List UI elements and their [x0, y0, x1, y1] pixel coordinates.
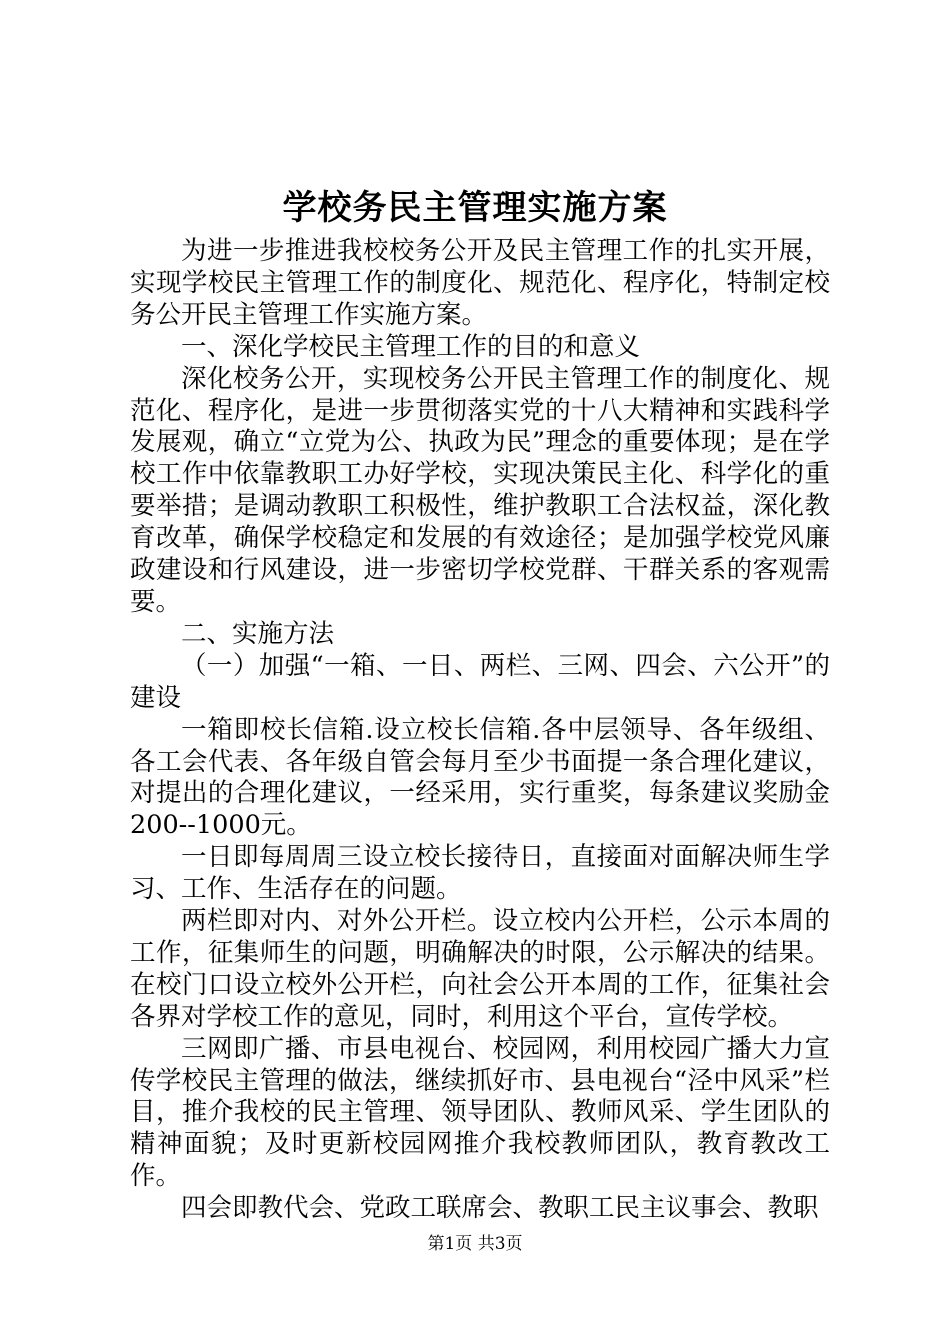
page-number: 第1页 共3页	[427, 1234, 523, 1254]
paragraph-three-networks: 三网即广播、市县电视台、校园网，利用校园广播大力宣传学校民主管理的做法，继续抓好市、县电视台“泾中风采”栏目，推介我校的民主管理、领导团队、教师风采、学生团队的精神面貌；及时更新校园网推介我校教师团队，教育教改工作。	[130, 1033, 830, 1192]
section-heading-2: 二、实施方法	[181, 618, 335, 649]
paragraph-bulletin-boards: 两栏即对内、对外公开栏。设立校内公开栏，公示本周的工作，征集师生的问题，明确解决的时限，公示解决的结果。在校门口设立校外公开栏，向社会公开本周的工作，征集社会各界对学校工作的意见，同时，利用这个平台，宣传学校。	[130, 906, 830, 1032]
subsection-heading-1: （一）加强“一箱、一日、两栏、三网、四会、六公开”的建设	[130, 650, 830, 713]
paragraph-four-meetings: 四会即教代会、党政工联席会、教职工民主议事会、教职	[181, 1193, 819, 1224]
document-title: 学校务民主管理实施方案	[282, 188, 668, 228]
paragraph-reception-day: 一日即每周周三设立校长接待日，直接面对面解决师生学习、工作、生活存在的问题。	[130, 842, 830, 905]
paragraph-purpose: 深化校务公开，实现校务公开民主管理工作的制度化、规范化、程序化，是进一步贯彻落实党的十八大精神和实践科学发展观，确立“立党为公、执政为民”理念的重要体现；是在学校工作中依靠教职工办好学校，实现决策民主化、科学化的重要举措；是调动教职工积极性，维护教职工合法权益，深化教育改革，确保学校稳定和发展的有效途径；是加强学校党风廉政建设和行风建设，进一步密切学校党群、干群关系的客观需要。	[130, 363, 830, 617]
paragraph-mailbox: 一箱即校长信箱.设立校长信箱.各中层领导、各年级组、各工会代表、各年级自管会每月至少书面提一条合理化建议，对提出的合理化建议，一经采用，实行重奖，每条建议奖励金200--1000元。	[130, 714, 830, 841]
section-heading-1: 一、深化学校民主管理工作的目的和意义	[181, 331, 641, 362]
paragraph-intro: 为进一步推进我校校务公开及民主管理工作的扎实开展，实现学校民主管理工作的制度化、规范化、程序化，特制定校务公开民主管理工作实施方案。	[130, 236, 830, 330]
document-body	[130, 236, 830, 1225]
